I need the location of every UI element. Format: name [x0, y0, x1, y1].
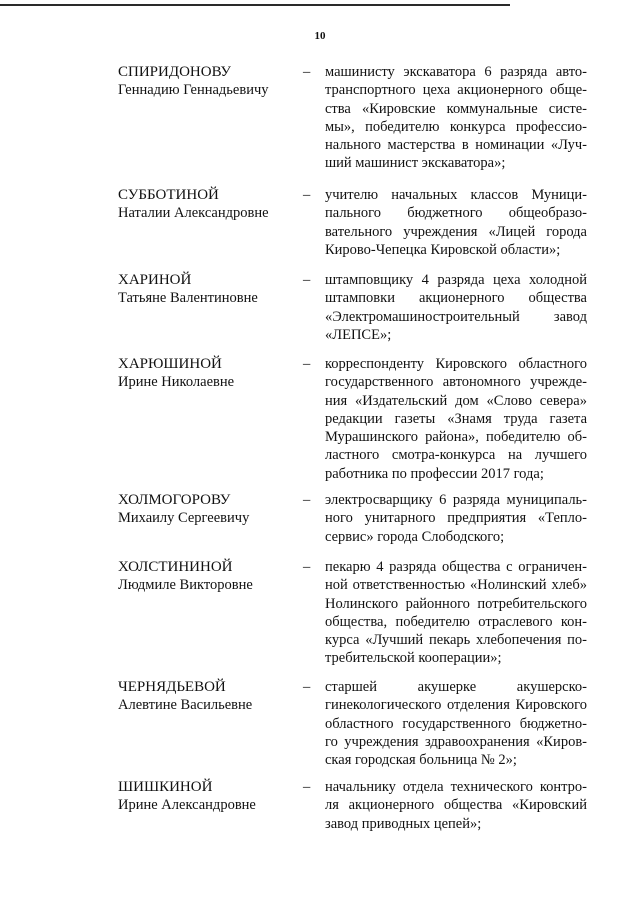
recipient-surname: ХОЛМОГОРОВУ — [118, 492, 231, 508]
recipient-description: учителю начальных классов Муници-пального бюджетного общеобразо-вательного учреждения «Лицей города Кирово-Чепецка Кировской области»; — [325, 187, 587, 258]
recipient-surname: ЧЕРНЯДЬЕВОЙ — [118, 679, 226, 695]
recipient-description: старшей акушерке акушерско-гинекологического отделения Кировского областного государственного бюджетно-го учреждения здравоохранения «Киров-ская городская больница № 2»; — [325, 679, 587, 769]
recipient-given-names: Алевтине Васильевне — [118, 697, 253, 713]
recipient-name — [118, 558, 303, 594]
recipient-description: электросварщику 6 разряда муниципаль-ного унитарного предприятия «Тепло-сервис» города Слободского; — [325, 492, 587, 545]
recipient-name — [118, 491, 303, 527]
top-rule — [0, 4, 510, 6]
recipient-name — [118, 271, 303, 307]
recipient-given-names: Людмиле Викторовне — [118, 577, 253, 593]
recipient-name — [118, 678, 303, 714]
entry-dash: – — [303, 64, 311, 80]
entry-dash: – — [303, 272, 311, 288]
recipient-given-names: Ирине Александровне — [118, 797, 256, 813]
entry-dash: – — [303, 679, 311, 695]
recipient-given-names: Ирине Николаевне — [118, 374, 235, 390]
recipient-surname: ХАРИНОЙ — [118, 272, 192, 288]
recipient-name — [118, 355, 303, 391]
entry-dash: – — [303, 779, 311, 795]
entry-dash: – — [303, 492, 311, 508]
recipient-given-names: Наталии Александровне — [118, 205, 269, 221]
recipient-surname: ШИШКИНОЙ — [118, 779, 213, 795]
recipient-surname: ХОЛСТИНИНОЙ — [118, 559, 233, 575]
page-number: 10 — [314, 30, 326, 42]
recipient-surname: СПИРИДОНОВУ — [118, 64, 231, 80]
recipient-given-names: Татьяне Валентиновне — [118, 290, 258, 306]
recipient-surname: СУББОТИНОЙ — [118, 187, 219, 203]
recipient-description: штамповщику 4 разряда цеха холодной штамповки акционерного общества «Электромашиностроительный завод «ЛЕПСЕ»; — [325, 272, 587, 343]
entry-dash: – — [303, 187, 311, 203]
entry-dash: – — [303, 356, 311, 372]
recipient-name — [118, 778, 303, 814]
recipient-description: начальнику отдела технического контро-ля акционерного общества «Кировский завод приводных цепей»; — [325, 779, 587, 832]
recipient-surname: ХАРЮШИНОЙ — [118, 356, 222, 372]
recipient-description: корреспонденту Кировского областного государственного автономного учрежде-ния «Издательский дом «Слово севера» редакции газеты «Знамя труда газета Мурашинского района», победителю об-ластного смотра-конкурса на лучшего работника по профессии 2017 года; — [325, 356, 587, 482]
recipient-given-names: Геннадию Геннадьевичу — [118, 82, 269, 98]
recipient-description: пекарю 4 разряда общества с ограничен-ной ответственностью «Нолинский хлеб» Нолинского районного потребительского общества, победителю отраслевого кон-курса «Лучший пекарь хлебопечения по-требительской кооперации»; — [325, 559, 587, 667]
recipient-name — [118, 186, 303, 222]
entry-dash: – — [303, 559, 311, 575]
recipient-given-names: Михаилу Сергеевичу — [118, 510, 250, 526]
recipient-name — [118, 63, 303, 99]
recipient-description: машинисту экскаватора 6 разряда авто-транспортного цеха акционерного обще-ства «Кировские коммунальные систе-мы», победителю конкурса профессио-нального мастерства в номинации «Луч-ший машинист экскаватора»; — [325, 64, 587, 172]
